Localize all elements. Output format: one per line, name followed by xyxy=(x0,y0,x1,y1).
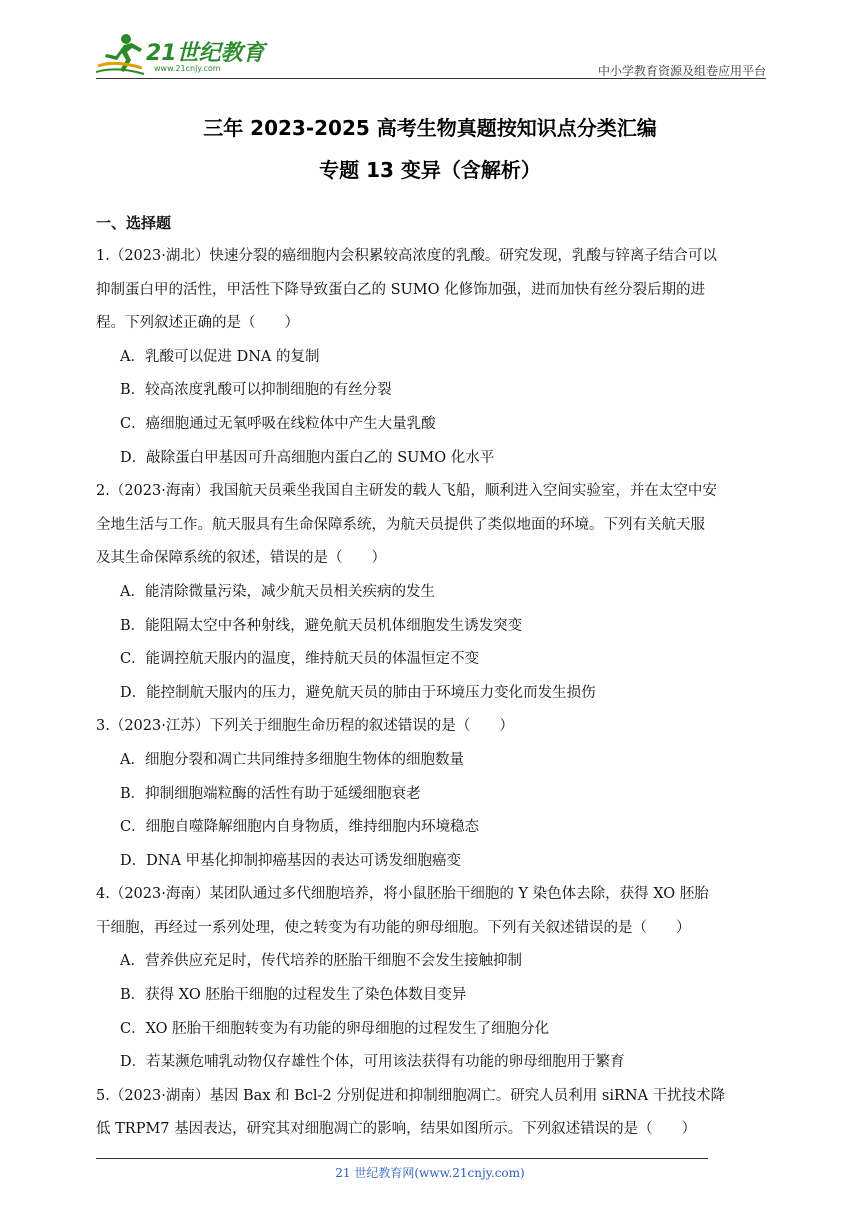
answer-option: C．能调控航天服内的温度，维持航天员的体温恒定不变 xyxy=(120,651,480,668)
logo-url: www.21cnjy.com xyxy=(154,64,221,73)
answer-option: B．抑制细胞端粒酶的活性有助于延缓细胞衰老 xyxy=(120,785,421,802)
question-stem-line: 及其生命保障系统的叙述，错误的是（ ） xyxy=(96,550,386,567)
question-stem-line: 干细胞，再经过一系列处理，使之转变为有功能的卵母细胞。下列有关叙述错误的是（ ） xyxy=(96,919,691,936)
footer-divider xyxy=(96,1158,708,1159)
question-stem-line: 程。下列叙述正确的是（ ） xyxy=(96,315,299,332)
answer-option: C．细胞自噬降解细胞内自身物质，维持细胞内环境稳态 xyxy=(120,819,480,836)
answer-option: B．获得 XO 胚胎干细胞的过程发生了染色体数目变异 xyxy=(120,987,467,1004)
document-subtitle: 专题 13 变异（含解析） xyxy=(319,158,541,182)
question-stem-line: 1.（2023·湖北）快速分裂的癌细胞内会积累较高浓度的乳酸。研究发现，乳酸与锌离子结合可以 xyxy=(96,248,717,264)
answer-option: A．能清除微量污染，减少航天员相关疾病的发生 xyxy=(120,583,435,600)
question-stem-line: 全地生活与工作。航天服具有生命保障系统，为航天员提供了类似地面的环境。下列有关航天服 xyxy=(96,516,705,533)
runner-logo-icon xyxy=(96,32,146,76)
section-heading: 一、选择题 xyxy=(96,214,172,232)
question-stem-line: 抑制蛋白甲的活性，甲活性下降导致蛋白乙的 SUMO 化修饰加强，进而加快有丝分裂后期的进 xyxy=(96,281,706,298)
answer-option: A．乳酸可以促进 DNA 的复制 xyxy=(120,348,320,365)
header-divider xyxy=(96,78,766,79)
answer-option: A．细胞分裂和凋亡共同维持多细胞生物体的细胞数量 xyxy=(120,751,464,768)
question-stem-line: 4.（2023·海南）某团队通过多代细胞培养，将小鼠胚胎干细胞的 Y 染色体去除，获得 XO 胚胎 xyxy=(96,886,709,903)
answer-option: C．癌细胞通过无氧呼吸在线粒体中产生大量乳酸 xyxy=(120,415,436,432)
question-stem-line: 低 TRPM7 基因表达，研究其对细胞凋亡的影响，结果如图所示。下列叙述错误的是（ ） xyxy=(96,1121,697,1138)
answer-option: D．DNA 甲基化抑制抑癌基因的表达可诱发细胞癌变 xyxy=(120,852,462,869)
question-stem-line: 5.（2023·湖南）基因 Bax 和 Bcl-2 分别促进和抑制细胞凋亡。研究人员利用 siRNA 干扰技术降 xyxy=(96,1087,726,1104)
question-block xyxy=(96,475,766,710)
document-title: 三年 2023-2025 高考生物真题按知识点分类汇编 xyxy=(203,116,657,140)
answer-option: D．敲除蛋白甲基因可升高细胞内蛋白乙的 SUMO 化水平 xyxy=(120,449,495,466)
answer-option: D．能控制航天服内的压力，避免航天员的肺由于环境压力变化而发生损伤 xyxy=(120,684,596,701)
site-logo xyxy=(96,30,266,78)
header-platform-text: 中小学教育资源及组卷应用平台 xyxy=(597,64,766,78)
question-block xyxy=(96,710,766,878)
question-stem-line: 2.（2023·海南）我国航天员乘坐我国自主研发的载人飞船，顺利进入空间实验室，并在太空中安 xyxy=(96,483,717,500)
page-header xyxy=(96,30,766,80)
question-block xyxy=(96,1080,766,1147)
answer-option: C．XO 胚胎干细胞转变为有功能的卵母细胞的过程发生了细胞分化 xyxy=(120,1020,550,1037)
answer-option: B．能阻隔太空中各种射线，避免航天员机体细胞发生诱发突变 xyxy=(120,617,523,634)
question-block xyxy=(96,878,766,1080)
answer-option: D．若某濒危哺乳动物仅存雄性个体，可用该法获得有功能的卵母细胞用于繁育 xyxy=(120,1054,625,1071)
question-stem-line: 3.（2023·江苏）下列关于细胞生命历程的叙述错误的是（ ） xyxy=(96,718,514,735)
logo-text: 21世纪教育 xyxy=(146,41,265,66)
question-block xyxy=(96,240,766,475)
answer-option: B．较高浓度乳酸可以抑制细胞的有丝分裂 xyxy=(120,382,392,399)
question-list xyxy=(96,240,766,1147)
page-footer: 21 世纪教育网(www.21cnjy.com) xyxy=(335,1166,525,1180)
answer-option: A．营养供应充足时，传代培养的胚胎干细胞不会发生接触抑制 xyxy=(120,953,522,970)
